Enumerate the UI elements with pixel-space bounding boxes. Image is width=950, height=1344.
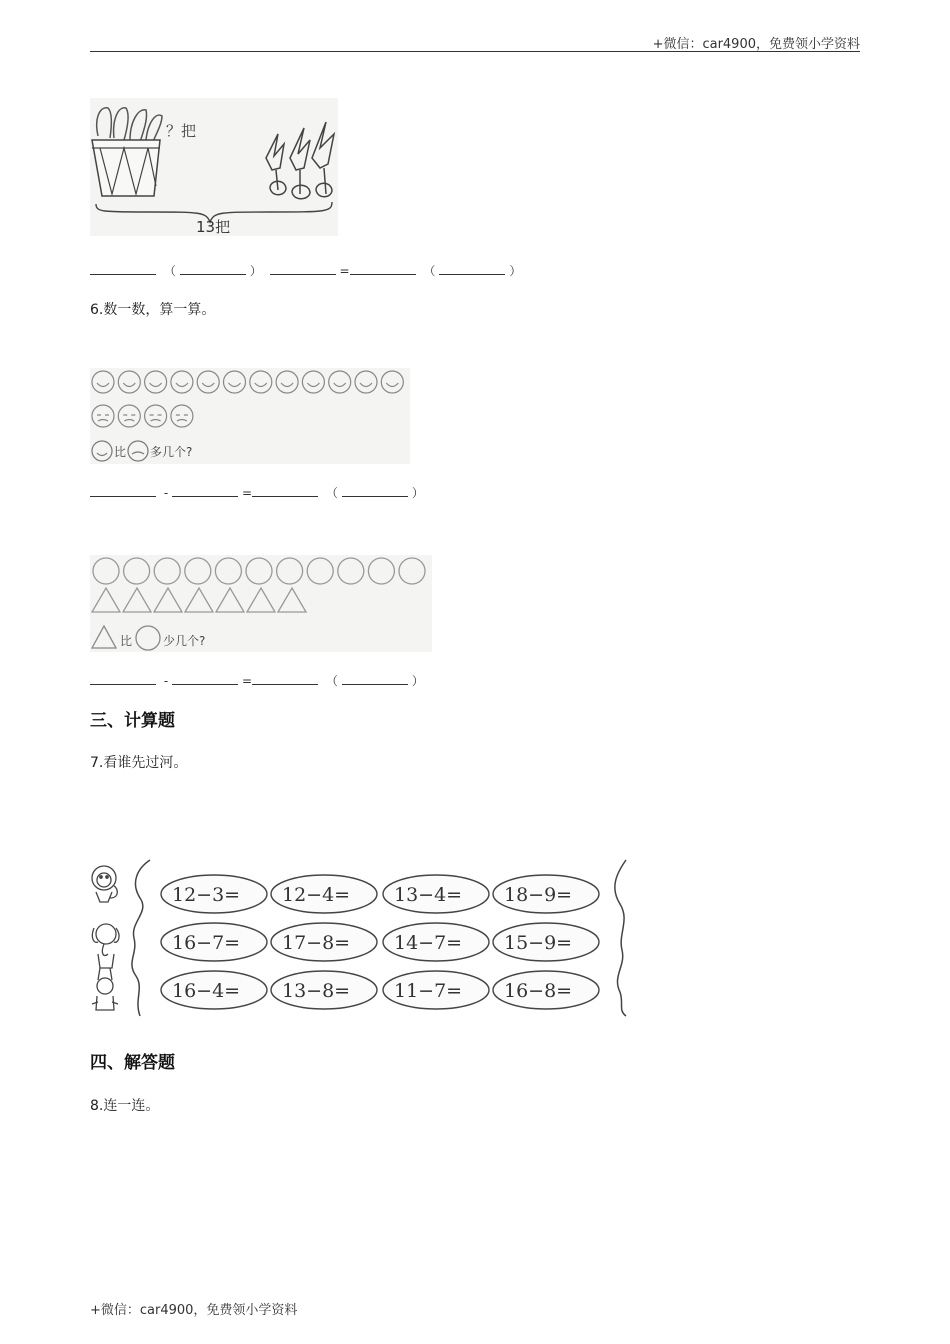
sleepy-face-icon	[92, 405, 114, 427]
close-paren: ）	[411, 486, 424, 500]
smiley-face-icon	[171, 371, 193, 393]
equation-text: 17−8=	[282, 932, 351, 954]
triangle-shape-icon	[247, 588, 275, 612]
shapes-caption-compare: 比	[120, 634, 133, 648]
q6a-answer-line	[90, 484, 428, 501]
close-paren: ）	[411, 674, 424, 688]
close-paren: ）	[509, 264, 522, 278]
answer-blank[interactable]	[342, 673, 408, 685]
section-3-title: 三、计算题	[90, 711, 175, 731]
equation-stone[interactable]	[383, 971, 489, 1009]
section-4-title: 四、解答题	[90, 1053, 175, 1073]
circle-shape-icon	[368, 558, 394, 584]
circle-shape-icon	[215, 558, 241, 584]
answer-blank[interactable]	[90, 263, 156, 275]
circle-shape-icon	[246, 558, 272, 584]
faces-caption-compare: 比	[114, 445, 127, 459]
smiley-face-icon	[381, 371, 403, 393]
sleepy-face-icon	[145, 405, 167, 427]
equation-stone[interactable]	[383, 875, 489, 913]
smiley-face-icon	[118, 371, 140, 393]
shapes-figure	[90, 555, 432, 652]
basket-shovels-illustration	[90, 98, 338, 236]
answer-blank[interactable]	[252, 485, 318, 497]
circle-shape-icon	[307, 558, 333, 584]
equation-text: 15−9=	[504, 932, 573, 954]
open-paren: （	[325, 674, 338, 688]
equation-text: 11−7=	[394, 980, 463, 1002]
q6b-answer-line	[90, 672, 428, 689]
equation-stone[interactable]	[493, 971, 599, 1009]
equation-text: 18−9=	[504, 884, 573, 906]
equation-stone[interactable]	[161, 923, 267, 961]
page-footer-text: +微信：car4900，免费领小学资料	[90, 1303, 298, 1318]
equation-stone[interactable]	[493, 923, 599, 961]
answer-blank[interactable]	[270, 263, 336, 275]
smiley-face-icon	[302, 371, 324, 393]
circle-shape-icon	[124, 558, 150, 584]
smiley-face-icon	[224, 371, 246, 393]
smiley-face-icon	[250, 371, 272, 393]
unknown-count-label: ？把	[166, 122, 197, 140]
triangle-shape-icon	[278, 588, 306, 612]
circle-shape-icon	[277, 558, 303, 584]
triangle-shape-icon	[216, 588, 244, 612]
smiley-face-icon	[197, 371, 219, 393]
equation-stone[interactable]	[161, 875, 267, 913]
faces-figure	[90, 368, 410, 464]
answer-blank[interactable]	[342, 485, 408, 497]
shapes-caption	[92, 626, 205, 650]
equation-text: 12−3=	[172, 884, 241, 906]
smiley-face-icon	[92, 371, 114, 393]
answer-blank[interactable]	[350, 263, 416, 275]
q8-prompt: 8.连一连。	[90, 1098, 160, 1114]
answer-blank[interactable]	[439, 263, 505, 275]
equation-stone[interactable]	[493, 875, 599, 913]
answer-blank[interactable]	[90, 673, 156, 685]
shapes-illustration	[90, 555, 432, 652]
equation-text: 12−4=	[282, 884, 351, 906]
river-crossing-figure	[90, 858, 638, 1018]
circle-shape-icon	[185, 558, 211, 584]
answer-blank[interactable]	[252, 673, 318, 685]
equation-text: 16−7=	[172, 932, 241, 954]
answer-blank[interactable]	[172, 673, 238, 685]
open-paren: （	[325, 486, 338, 500]
q5-answer-line	[90, 262, 525, 279]
smiley-face-icon	[276, 371, 298, 393]
circle-shape-icon	[338, 558, 364, 584]
close-paren: ）	[249, 264, 262, 278]
smiley-face-icon	[355, 371, 377, 393]
answer-blank[interactable]	[172, 485, 238, 497]
minus-sign: -	[163, 674, 169, 688]
basket-shovels-figure	[90, 98, 338, 236]
triangle-shape-icon	[185, 588, 213, 612]
rabbit-icon	[92, 968, 118, 1010]
faces-caption	[92, 441, 192, 461]
total-count-label: 13把	[196, 218, 231, 236]
equation-stone[interactable]	[271, 875, 377, 913]
circle-shape-icon	[399, 558, 425, 584]
smiley-face-icon	[145, 371, 167, 393]
open-paren: （	[423, 264, 436, 278]
equals-sign: =	[339, 264, 350, 278]
equation-text: 13−4=	[394, 884, 463, 906]
faces-caption-question: 多几个?	[150, 445, 193, 459]
q6-prompt: 6.数一数，算一算。	[90, 302, 216, 318]
equation-stone[interactable]	[271, 971, 377, 1009]
equation-stone[interactable]	[161, 971, 267, 1009]
minus-sign: -	[163, 486, 169, 500]
smiley-face-icon	[329, 371, 351, 393]
answer-blank[interactable]	[90, 485, 156, 497]
q7-prompt: 7.看谁先过河。	[90, 755, 188, 771]
elephant-icon	[92, 924, 119, 968]
answer-blank[interactable]	[180, 263, 246, 275]
triangle-shape-icon	[154, 588, 182, 612]
equation-text: 16−4=	[172, 980, 241, 1002]
open-paren: （	[163, 264, 176, 278]
equation-text: 14−7=	[394, 932, 463, 954]
faces-illustration	[90, 368, 410, 464]
equation-text: 16−8=	[504, 980, 573, 1002]
equation-stone[interactable]	[383, 923, 489, 961]
page-header-text: +微信：car4900，免费领小学资料	[652, 37, 860, 52]
triangle-shape-icon	[92, 588, 120, 612]
equals-sign: =	[242, 486, 253, 500]
equation-text: 13−8=	[282, 980, 351, 1002]
river-crossing-illustration	[90, 858, 638, 1018]
equals-sign: =	[242, 674, 253, 688]
circle-shape-icon	[93, 558, 119, 584]
shapes-caption-question: 少几个?	[163, 634, 206, 648]
header-divider	[90, 51, 860, 52]
triangle-shape-icon	[123, 588, 151, 612]
circle-shape-icon	[154, 558, 180, 584]
sleepy-face-icon	[118, 405, 140, 427]
monkey-icon	[92, 866, 117, 902]
equation-stone[interactable]	[271, 923, 377, 961]
sleepy-face-icon	[171, 405, 193, 427]
